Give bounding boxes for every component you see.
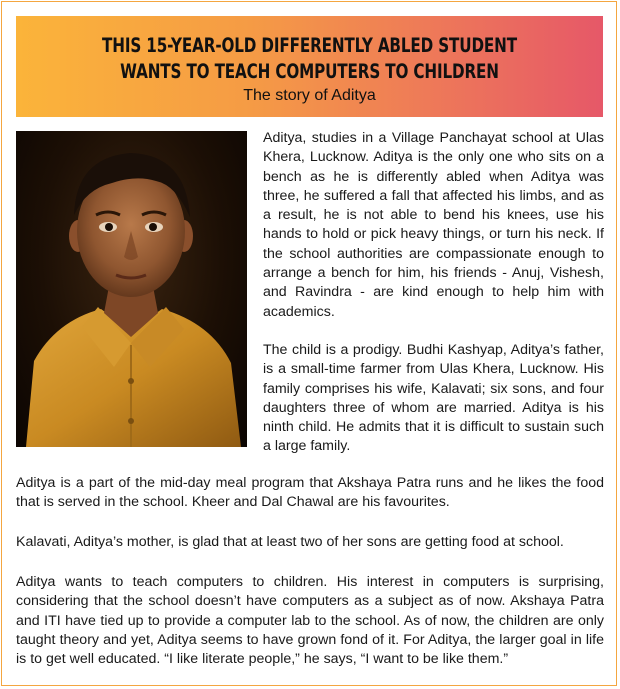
article-paragraph-1: Aditya, studies in a Village Panchayat school at Ulas Khera, Lucknow. Aditya is the only one who sits on a bench as he is differently abled when Aditya was three, he suffered a fall that affected his limbs, and as a result, he is not able to bend his knees, use his hands to hold or pick heavy things, or turn his neck. If the school authorities are compassionate enough to arrange a bench for him, his friends - Anuj, Vishesh, and Ravindra - are kind enough to help him with academics. [263, 130, 604, 320]
portrait-photo [16, 131, 247, 447]
article-paragraph-2: The child is a prodigy. Budhi Kashyap, Aditya’s father, is a small-time farmer from Ulas Khera, Lucknow. His family comprises his wife, Kalavati; six sons, and four daughters three of whom are married. Aditya is his ninth child. He admits that it is difficult to sustain such a large family. [263, 342, 604, 455]
article-paragraph-3: Aditya is a part of the mid-day meal program that Akshaya Patra runs and he likes the food that is served in the school. Kheer and Dal Chawal are his favourites. [16, 475, 604, 511]
boy-portrait-illustration [16, 131, 247, 447]
article-paragraph-4: Kalavati, Aditya’s mother, is glad that at least two of her sons are getting food at school. [16, 534, 564, 550]
title-banner [16, 16, 603, 117]
page-subtitle: The story of Aditya [243, 87, 376, 104]
page-title: THIS 15-YEAR-OLD DIFFERENTLY ABLED STUDENT WANTS TO TEACH COMPUTERS TO CHILDREN [102, 34, 517, 83]
article-paragraph-5: Aditya wants to teach computers to children. His interest in computers is surprising, considering that the school doesn’t have computers as a subject as of now. Akshaya Patra and ITI have tied up to provide a computer lab to the school. As of now, the children are only taught theory and yet, Aditya seems to have grown fond of it. For Aditya, the larger goal in life is to get well educated. “I like literate people,” he says, “I want to be like them.” [16, 574, 604, 668]
